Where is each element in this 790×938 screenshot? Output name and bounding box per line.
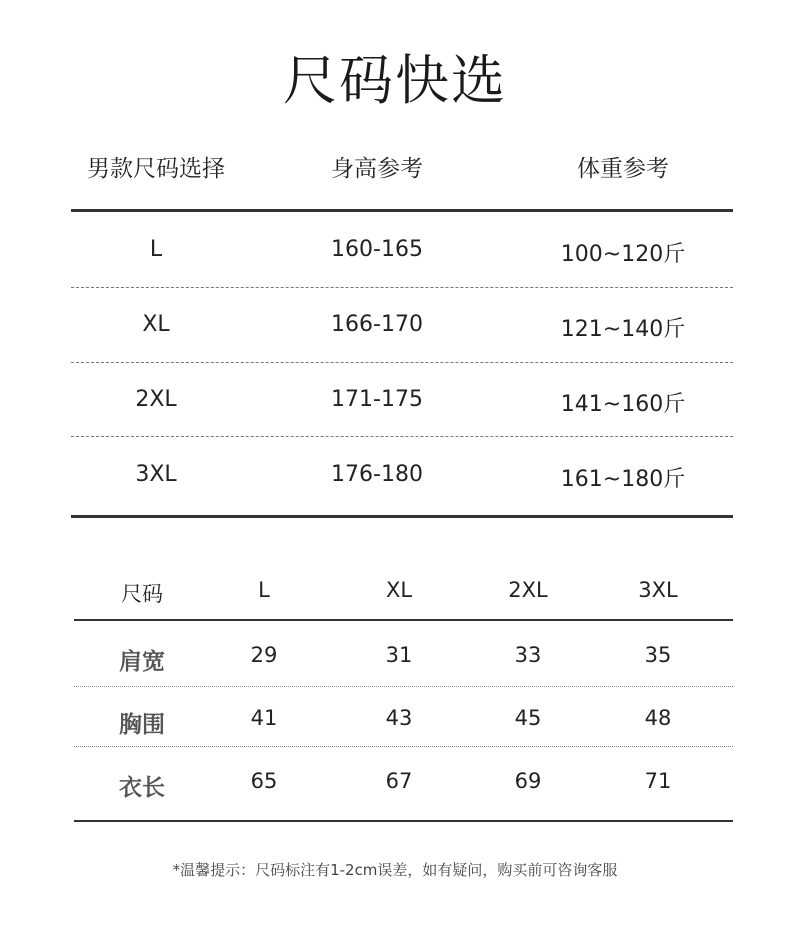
table-row bbox=[71, 462, 733, 502]
divider bbox=[74, 686, 733, 687]
value-cell: 67 bbox=[385, 769, 413, 793]
value-cell: 31 bbox=[385, 643, 413, 667]
size-note: *温馨提示：尺码标注有1-2cm误差，如有疑问，购买前可咨询客服 bbox=[172, 861, 618, 879]
divider bbox=[74, 820, 733, 822]
weight-cell: 141~160斤 bbox=[560, 392, 686, 417]
value-cell: 71 bbox=[644, 769, 672, 793]
header-height: 身高参考 bbox=[331, 156, 423, 182]
measure-header bbox=[74, 578, 733, 608]
size-cell: L bbox=[149, 237, 163, 262]
divider bbox=[71, 515, 733, 518]
header-size-xl: XL bbox=[385, 578, 413, 602]
divider bbox=[71, 287, 733, 288]
table-row bbox=[74, 769, 733, 803]
divider bbox=[74, 746, 733, 747]
header-weight: 体重参考 bbox=[577, 156, 669, 182]
table-row bbox=[74, 643, 733, 677]
quick-size-header bbox=[71, 150, 733, 190]
divider bbox=[71, 362, 733, 363]
row-label: 肩宽 bbox=[119, 649, 165, 675]
header-size-label: 尺码 bbox=[121, 582, 163, 606]
table-row bbox=[71, 237, 733, 277]
row-label: 胸围 bbox=[119, 712, 165, 738]
header-size: 男款尺码选择 bbox=[87, 156, 225, 182]
value-cell: 45 bbox=[514, 706, 542, 730]
header-size-l: L bbox=[258, 578, 270, 602]
size-cell: 2XL bbox=[135, 387, 177, 412]
page-title: 尺码快选 bbox=[283, 49, 507, 112]
divider bbox=[74, 619, 733, 621]
table-row bbox=[71, 312, 733, 352]
weight-cell: 121~140斤 bbox=[560, 317, 686, 342]
value-cell: 35 bbox=[644, 643, 672, 667]
value-cell: 29 bbox=[250, 643, 278, 667]
weight-cell: 100~120斤 bbox=[560, 242, 686, 267]
value-cell: 65 bbox=[250, 769, 278, 793]
table-row bbox=[71, 387, 733, 427]
height-cell: 176-180 bbox=[331, 462, 423, 487]
value-cell: 33 bbox=[514, 643, 542, 667]
value-cell: 69 bbox=[514, 769, 542, 793]
weight-cell: 161~180斤 bbox=[560, 467, 686, 492]
size-cell: XL bbox=[142, 312, 170, 337]
value-cell: 48 bbox=[644, 706, 672, 730]
divider bbox=[71, 209, 733, 212]
height-cell: 171-175 bbox=[331, 387, 423, 412]
value-cell: 41 bbox=[250, 706, 278, 730]
size-cell: 3XL bbox=[135, 462, 177, 487]
height-cell: 160-165 bbox=[331, 237, 423, 262]
header-size-3xl: 3XL bbox=[638, 578, 678, 602]
value-cell: 43 bbox=[385, 706, 413, 730]
row-label: 衣长 bbox=[119, 775, 165, 801]
height-cell: 166-170 bbox=[331, 312, 423, 337]
table-row bbox=[74, 706, 733, 740]
divider bbox=[71, 436, 733, 437]
header-size-2xl: 2XL bbox=[508, 578, 548, 602]
